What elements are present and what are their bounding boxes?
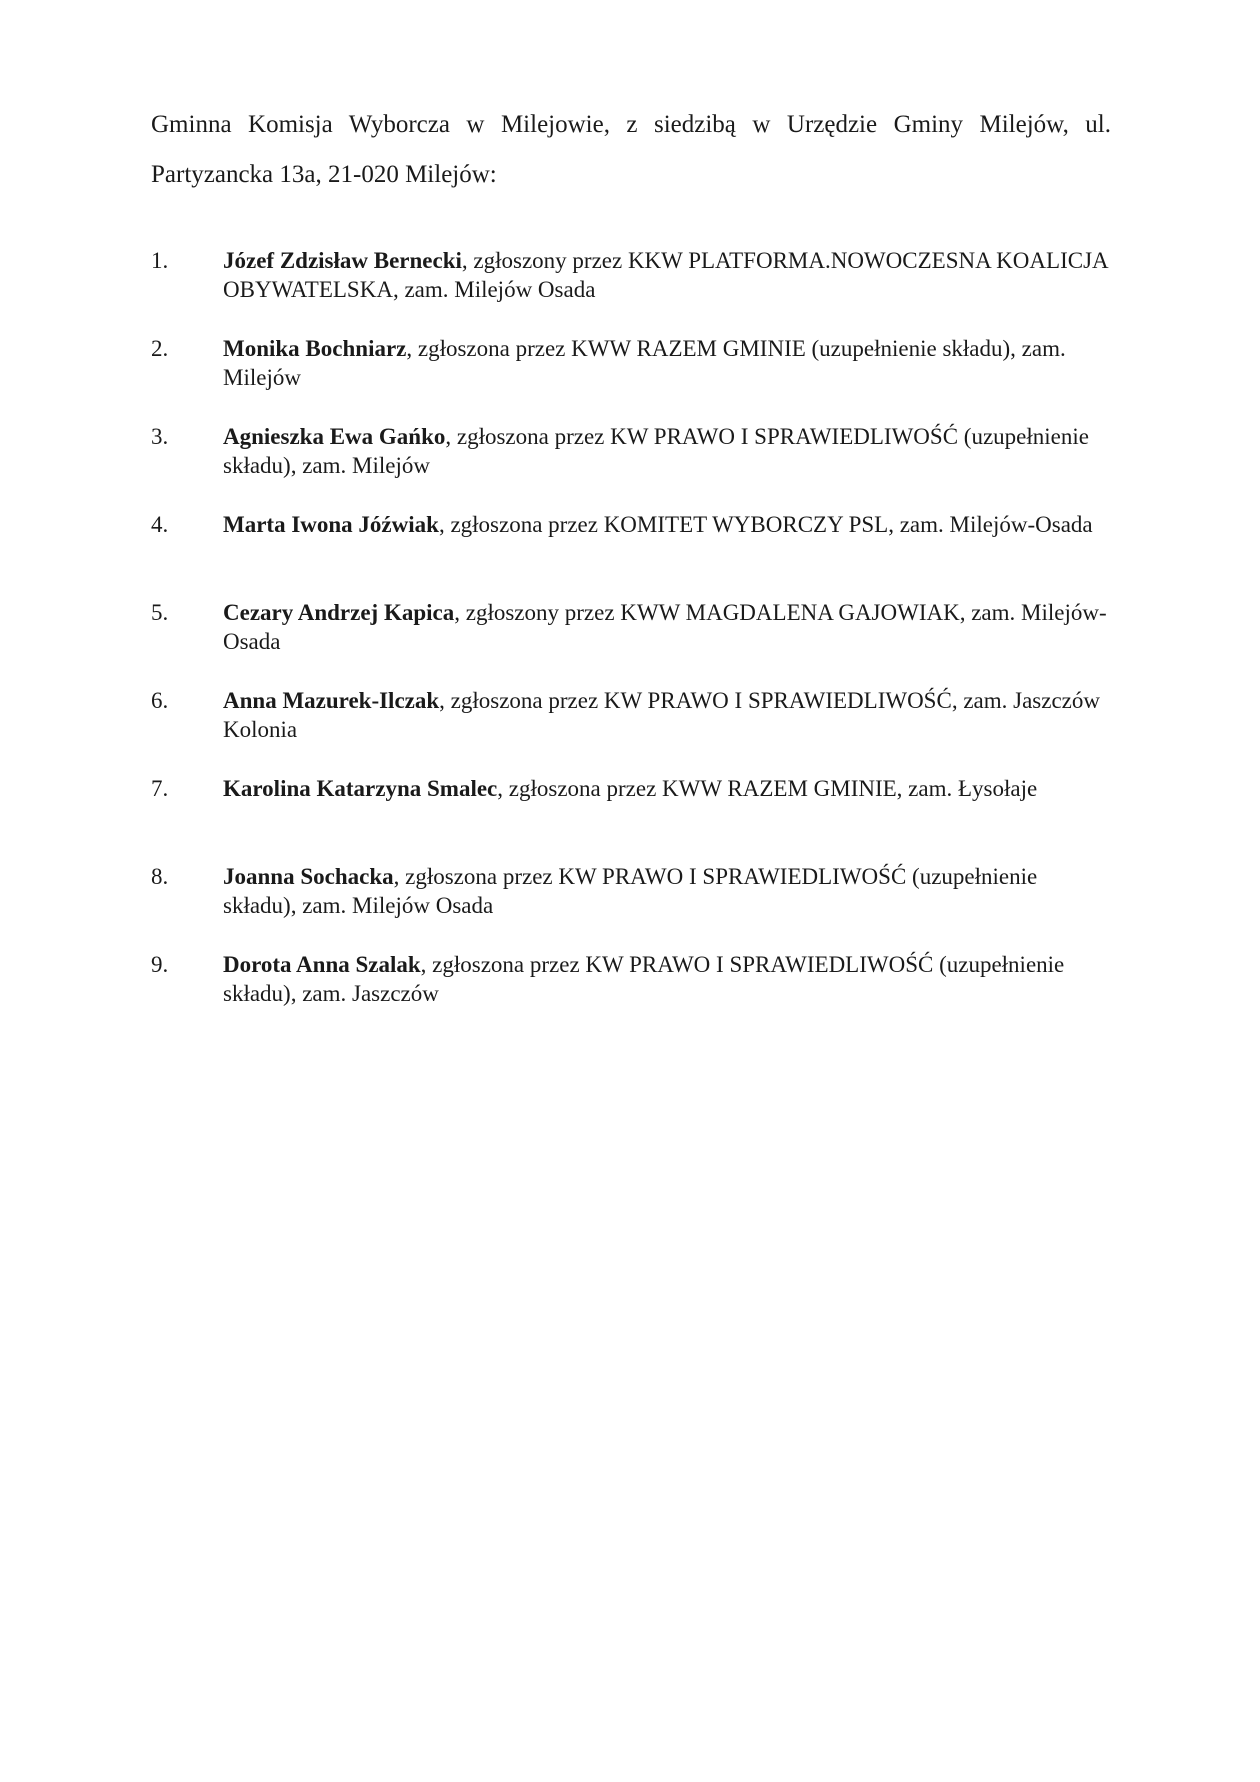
list-item <box>151 334 1111 422</box>
item-body <box>223 246 1111 334</box>
member-name: Monika Bochniarz <box>223 336 407 361</box>
member-name: Joanna Sochacka <box>223 864 394 889</box>
item-number: 2. <box>151 336 169 361</box>
list-item <box>151 510 1111 598</box>
item-body <box>223 334 1111 422</box>
member-name: Agnieszka Ewa Gańko <box>223 424 446 449</box>
item-body <box>223 422 1111 510</box>
member-name: Karolina Katarzyna Smalec <box>223 776 498 801</box>
list-item <box>151 862 1111 950</box>
item-body <box>223 686 1111 774</box>
item-body <box>223 598 1111 686</box>
item-number: 7. <box>151 776 169 801</box>
member-name: Dorota Anna Szalak <box>223 952 421 977</box>
member-details: , zgłoszona przez KW PRAWO I SPRAWIEDLIWOŚĆ, zam. Jaszczów Kolonia <box>223 688 1100 742</box>
member-details: , zgłoszona przez KWW RAZEM GMINIE, zam. Łysołaje <box>497 776 1038 801</box>
item-body <box>223 510 1111 598</box>
member-details: , zgłoszony przez KWW MAGDALENA GAJOWIAK, zam. Milejów-Osada <box>223 600 1107 654</box>
list-item <box>151 246 1111 334</box>
list-item <box>151 774 1111 862</box>
item-number: 8. <box>151 864 169 889</box>
member-details: , zgłoszony przez KKW PLATFORMA.NOWOCZESNA KOALICJA OBYWATELSKA, zam. Milejów Osada <box>223 248 1108 302</box>
list-item <box>151 598 1111 686</box>
member-details: , zgłoszona przez KW PRAWO I SPRAWIEDLIWOŚĆ (uzupełnienie składu), zam. Milejów <box>223 424 1089 478</box>
item-number: 1. <box>151 248 169 273</box>
members-list <box>151 246 1111 1038</box>
item-number: 3. <box>151 424 169 449</box>
member-name: Marta Iwona Jóźwiak <box>223 512 439 537</box>
member-name: Cezary Andrzej Kapica <box>223 600 455 625</box>
member-name: Anna Mazurek-Ilczak <box>223 688 440 713</box>
list-item <box>151 950 1111 1038</box>
item-number: 5. <box>151 600 169 625</box>
member-details: , zgłoszona przez KW PRAWO I SPRAWIEDLIWOŚĆ (uzupełnienie składu), zam. Milejów Osada <box>223 864 1038 918</box>
item-body <box>223 862 1111 950</box>
item-body <box>223 950 1111 1038</box>
member-details: , zgłoszona przez KWW RAZEM GMINIE (uzupełnienie składu), zam. Milejów <box>223 336 1066 390</box>
commission-header <box>151 100 1111 200</box>
commission-header-text: Gminna Komisja Wyborcza w Milejowie, z siedzibą w Urzędzie Gminy Milejów, ul. Partyzancka 13a, 21-020 Milejów: <box>151 111 1111 188</box>
item-number: 6. <box>151 688 169 713</box>
item-number: 9. <box>151 952 169 977</box>
member-name: Józef Zdzisław Bernecki <box>223 248 462 273</box>
list-item <box>151 686 1111 774</box>
list-item <box>151 422 1111 510</box>
member-details: , zgłoszona przez KOMITET WYBORCZY PSL, zam. Milejów-Osada <box>438 512 1093 537</box>
item-body <box>223 774 1111 862</box>
member-details: , zgłoszona przez KW PRAWO I SPRAWIEDLIWOŚĆ (uzupełnienie składu), zam. Jaszczów <box>223 952 1065 1006</box>
item-number: 4. <box>151 512 169 537</box>
